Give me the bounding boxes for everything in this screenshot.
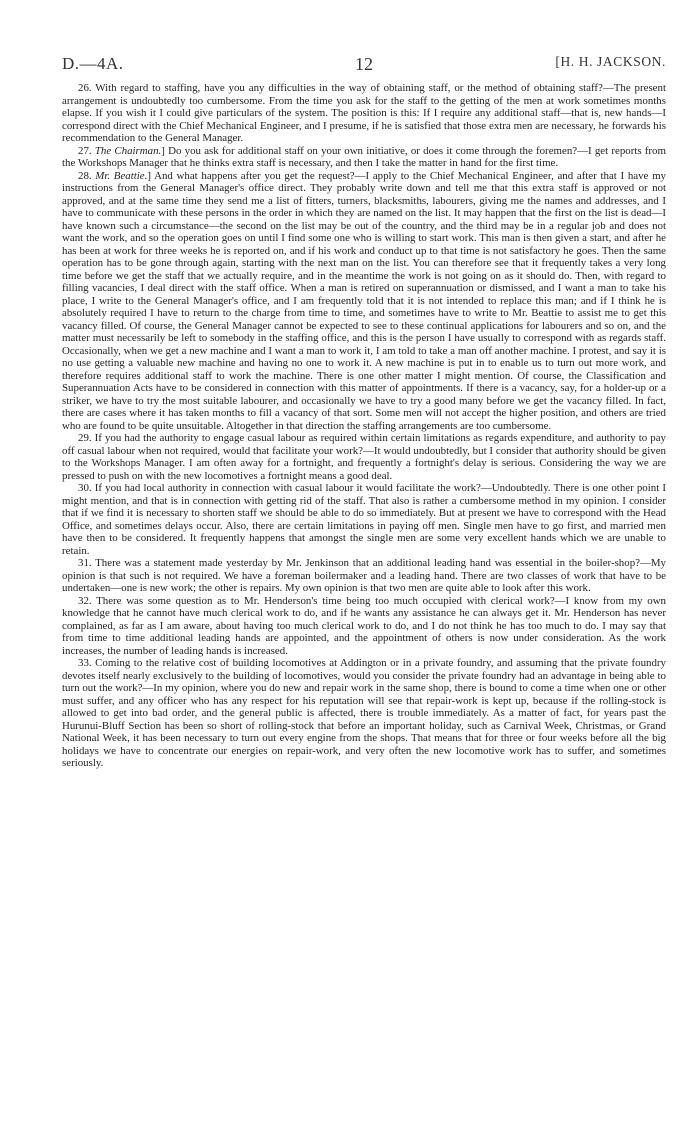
paragraph-text: 33. Coming to the relative cost of building locomotives at Addington or in a private foundry, and assuming that the private foundry devotes itself nearly exclusively to the building of locomotives, would you consider the private foundry had an advantage in being able to turn out the work?—In my opinion, where you do new and repair work in the same shop, there is bound to come a time when one or other must suffer, and any officer who has any respect for his reputation will see that repair-work is kept up, because if the rolling-stock is allowed to get into bad order, and the general public is affected, there is trouble immediately. As a matter of fact, for years past the Hurunui-Bluff Section has been so short of rolling-stock that before an important holiday, such as Carnival Week, Christmas, or Grand National Week, it has been necessary to turn out every engine from the shops. That means that for three or four weeks before all the big holidays we have to concentrate our energies on repair-work, and very often the new locomotive work has to suffer, and sometimes seriously. [62, 657, 666, 769]
paragraph-text: 30. If you had local authority in connection with casual labour it would facilitate the work?—Undoubtedly. There is one other point I might mention, and that is in connection with getting rid of the staff. That also is rather a cumbersome method in my opinion. I consider that if we find it is necessary to shorten staff we should be able to do so immediately. But at present we have to correspond with the Head Office, and sometimes delays occur. Also, there are certain limitations in paying off men. Single men have to go first, and married men have then to be considered. It frequently happens that amongst the single men are some very excellent hands which we are unable to retain. [62, 482, 666, 557]
page-header [62, 54, 666, 78]
paragraph-text: ] Do you ask for additional staff on your own initiative, or does it come through the foremen?—I get reports from the Workshops Manager that he thinks extra staff is necessary, and then I take the matter in hand for the first time. [62, 144, 666, 169]
page-number: 12 [355, 54, 373, 74]
speaker-name: Mr. Beattie. [95, 169, 148, 182]
paragraph-32 [62, 595, 666, 658]
document-page [62, 54, 666, 770]
witness-name: [H. H. JACKSON. [555, 54, 666, 69]
paragraph-prefix: 27. [78, 144, 95, 157]
document-body [62, 82, 666, 770]
paragraph-text: ] And what happens after you get the request?—I apply to the Chief Mechanical Engineer, and after that I have my instructions from the General Manager's office direct. They probably write down and tell me that this extra staff is approved or not approved, and at the same time they send me a list of fitters, turners, blacksmiths, labourers, giving me the names and addresses, and I have to communicate with these persons in the order in which they are named on the list. It may happen that the first on the list is dead—I have known such a circumstance—the second on the list may be out of the country, and the third may be in a regular job and does not want the work, and so the operation goes on until I find some one who is willing to start work. This man is then given a start, and after he has been at work for three weeks he is reported on, and if his work and conduct up to that time is not satisfactory he goes. Then the same operation has to be gone through again, starting with the next man on the list. You can therefore see that it frequently takes a very long time before we get the staff that we actually require, and in the meantime the work is not going on as it should do. Then, with regard to filling vacancies, I deal direct with the staff office. When a man is retired on superannuation or dismissed, and I want a man to take his place, I write to the General Manager's office, and I am frequently told that it is not intended to replace this man; and if I think he is absolutely required I have to return to the charge from time to time, and sometimes have to write to Mr. Beattie to assist me to get this vacancy filled. Of course, the General Manager cannot be expected to see to these continual applications for labourers and so on, and the matter must necessarily be left to somebody in the staffing office, and this is the person I have usually to correspond with as regards staff. Occasionally, when we get a new machine and I want a man to work it, I am told to take a man off another machine. I protest, and say it is no use getting a valuable new machine and having no one to work it. A new machine is put in to enable us to turn out more work, and therefore requires additional staff to work the machine. There is one other matter I might mention. Of course, the Classification and Superannuation Acts have to be considered in connection with this matter of appointments. If there is a vacancy, say, for a holder-up or a striker, we have to try the most suitable labourer, and occasionally we have to try a good many before we get the vacancy filled. In fact, there are cases where it has taken months to fill a vacancy of that sort. Some men will not accept the higher position, and others are tried who are found to be quite unsuitable. Altogether in that direction the staffing arrangements are too cumbersome. [62, 169, 666, 432]
speaker-name: The Chairman. [94, 144, 162, 157]
paragraph-29 [62, 432, 666, 482]
paragraph-26 [62, 82, 666, 145]
document-code: D.—4A. [62, 54, 124, 73]
paragraph-28 [62, 170, 666, 433]
paragraph-prefix: 28. [78, 169, 96, 182]
paragraph-text: 31. There was a statement made yesterday by Mr. Jenkinson that an additional leading hand was essential in the boiler-shop?—My opinion is that such is not required. We have a foreman boilermaker and a leading hand. There are two classes of work that have to be undertaken—one is new work; the other is repairs. My own opinion is that two men are quite able to look after this work. [62, 557, 666, 594]
paragraph-31 [62, 557, 666, 595]
paragraph-text: 26. With regard to staffing, have you any difficulties in the way of obtaining staff, or the method of obtaining staff?—The present arrangement is undoubtedly too cumbersome. From the time you ask for the staff to the getting of the men at work sometimes months elapse. If you wish it I could give particulars of the system. The position is this: If I require any additional staff—that is, new hands—I correspond direct with the Chief Mechanical Engineer, and I presume, if he is satisfied that those extra men are necessary, he forwards his recommendation to the General Manager. [62, 82, 666, 144]
paragraph-33 [62, 657, 666, 770]
paragraph-text: 29. If you had the authority to engage casual labour as required within certain limitations as regards expenditure, and authority to pay off casual labour when not required, would that facilitate your work?—It would undoubtedly, but I consider that authority should be given to the Workshops Manager. I am often away for a fortnight, and frequently a fortnight's delay is serious. Considering the way we are pressed to push on with the new locomotives a fortnight means a good deal. [62, 432, 666, 482]
paragraph-text: 32. There was some question as to Mr. Henderson's time being too much occupied with clerical work?—I know from my own knowledge that he cannot have much clerical work to do, and if he wants any assistance he can always get it. Mr. Henderson has never complained, as far as I am aware, about having too much clerical work to do, and I do not think he has too much to do. I may say that from time to time additional leading hands are appointed, and the appointment of others is now under consideration. As the work increases, the number of leading hands is increased. [62, 594, 666, 657]
paragraph-30 [62, 482, 666, 557]
paragraph-27 [62, 145, 666, 170]
